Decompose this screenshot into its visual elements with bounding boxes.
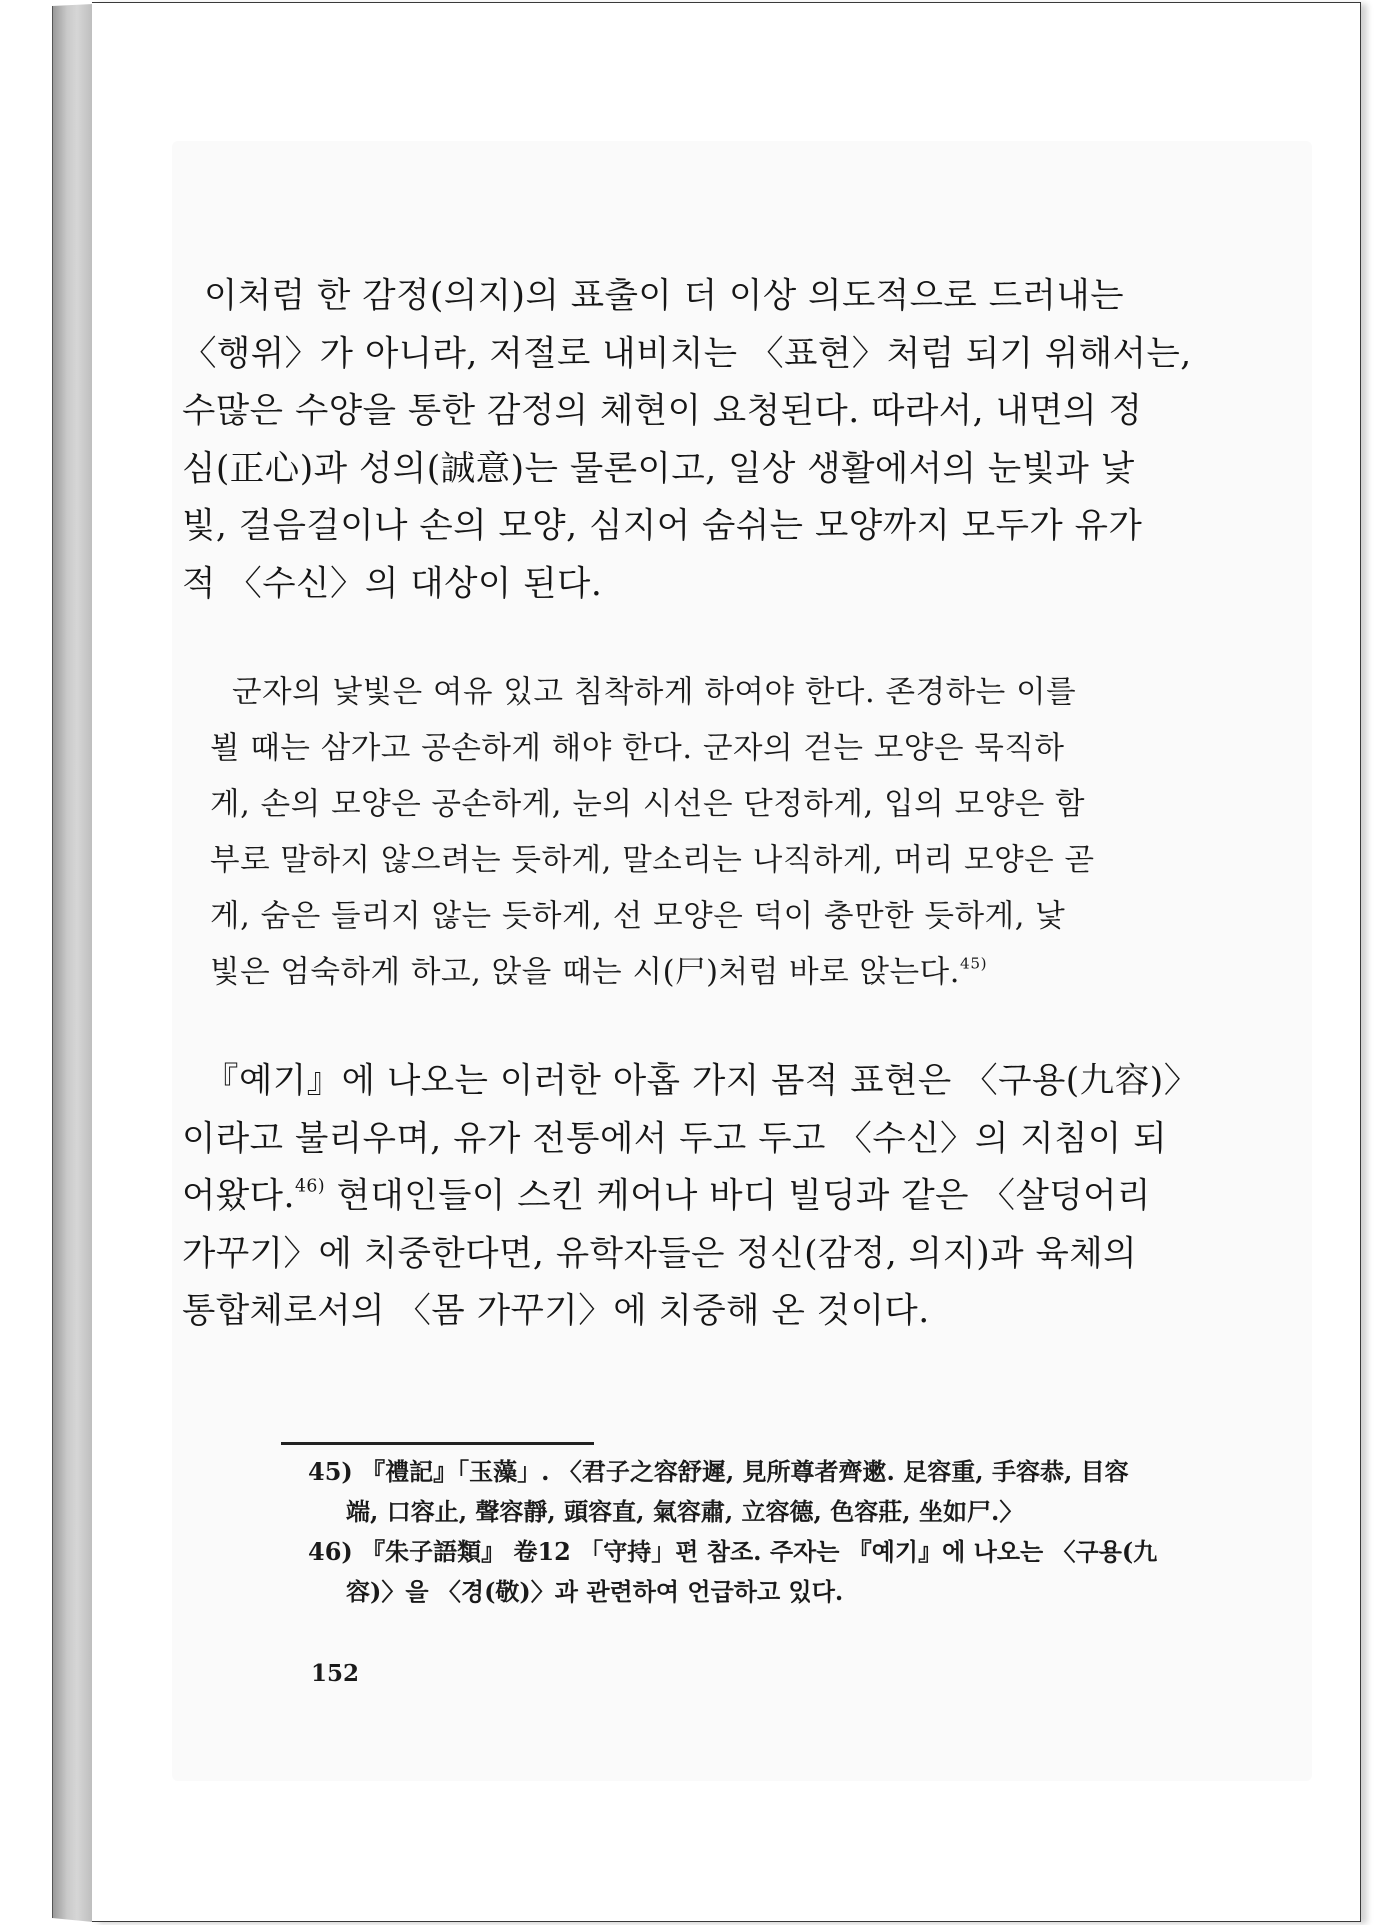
footnote-45: 45) 『禮記』「玉藻」. 〈君子之容舒遲, 見所尊者齊遬. 足容重, 手容恭, 目容 端, 口容止, 聲容靜, 頭容直, 氣容肅, 立容德, 色容莊, 坐如尸.〉: [308, 1457, 1129, 1526]
footnotes: [308, 1452, 1233, 1612]
block-quote: [210, 665, 1246, 1001]
page-number: 152: [311, 1660, 360, 1687]
footnote-divider: [281, 1442, 594, 1445]
body-paragraph-2-text-a: 『예기』에 나오는 이러한 아홉 가지 몸적 표현은 〈구용(九容)〉 이라고 불리우며, 유가 전통에서 두고 두고 〈수신〉의 지침이 되 어왔다.: [182, 1061, 1199, 1216]
footnote-46: 46) 『朱子語類』 卷12 「守持」편 참조. 주자는 『예기』에 나오는 〈구용(九 容)〉을 〈경(敬)〉과 관련하여 언급하고 있다.: [308, 1537, 1158, 1606]
footnote-ref-46[interactable]: 46): [294, 1176, 326, 1197]
body-paragraph-2-text-b: 현대인들이 스킨 케어나 바디 빌딩과 같은 〈살덩어리 가꾸기〉에 치중한다면, 유학자들은 정신(감정, 의지)과 육체의 통합체로서의 〈몸 가꾸기〉에 치중해 온 것이다.: [182, 1176, 1151, 1331]
page-body: [182, 268, 1247, 1341]
body-paragraph-2: [182, 1053, 1247, 1341]
footnote-ref-45[interactable]: 45): [960, 954, 988, 973]
block-quote-text: 군자의 낯빛은 여유 있고 침착하게 하여야 한다. 존경하는 이를 뵐 때는 삼가고 공손하게 해야 한다. 군자의 걷는 모양은 묵직하 게, 손의 모양은 공손하게, 눈의 시선은 단정하게, 입의 모양은 함 부로 말하지 않으려는 듯하게, 말소리는 나직하게, 머리 모양은 곧 게, 숨은 들리지 않는 듯하게, 선 모양은 덕이 충만한 듯하게, 낯 빛은 엄숙하게 하고, 앉을 때는 시(尸)처럼 바로 앉는다.: [210, 675, 1095, 990]
book-spine: [52, 4, 93, 1922]
body-paragraph-1: 이처럼 한 감정(의지)의 표출이 더 이상 의도적으로 드러내는 〈행위〉가 아니라, 저절로 내비치는 〈표현〉처럼 되기 위해서는, 수많은 수양을 통한 감정의 체현이 요청된다. 따라서, 내면의 정 심(正心)과 성의(誠意)는 물론이고, 일상 생활에서의 눈빛과 낯 빛, 걸음걸이나 손의 모양, 심지어 숨쉬는 모양까지 모두가 유가 적 〈수신〉의 대상이 된다.: [182, 276, 1192, 604]
